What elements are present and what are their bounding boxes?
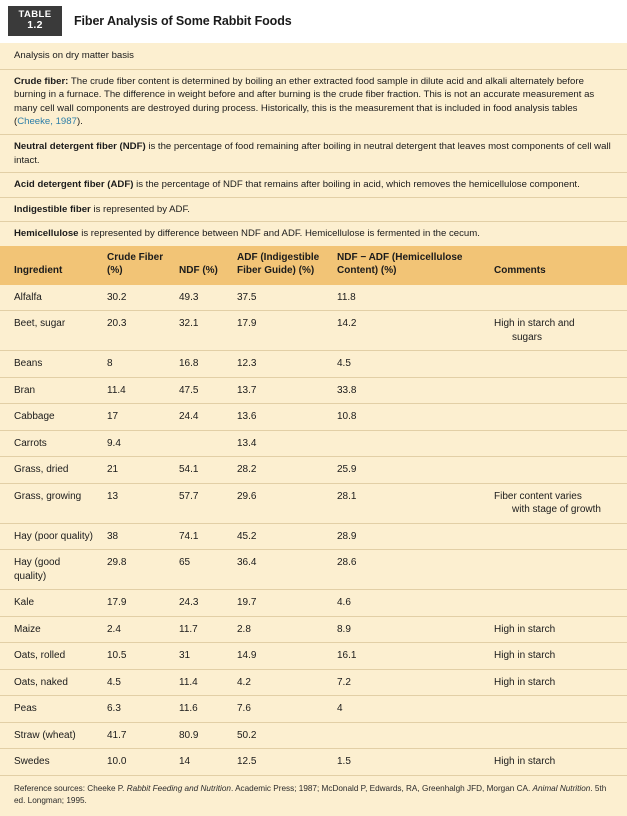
note-lead: Indigestible fiber xyxy=(14,203,91,215)
table-title: Fiber Analysis of Some Rabbit Foods xyxy=(74,14,292,28)
table-badge-number: 1.2 xyxy=(27,18,43,31)
comment-line-2: with stage of growth xyxy=(512,504,601,516)
note-text-after: ). xyxy=(76,116,83,128)
cell-ingredient: Beet, sugar xyxy=(0,311,101,351)
column-header-adf: ADF (Indigestible Fiber Guide) (%) xyxy=(231,246,331,285)
cell-crude-fiber: 13 xyxy=(101,483,173,523)
comment-line-2: sugars xyxy=(512,331,543,343)
note-neutral-detergent-fiber xyxy=(0,135,627,173)
table-row xyxy=(0,523,627,550)
note-lead: Neutral detergent fiber (NDF) xyxy=(14,141,146,153)
table-notes xyxy=(0,42,627,246)
cell-crude-fiber: 41.7 xyxy=(101,722,173,749)
cell-adf: 12.3 xyxy=(231,351,331,378)
table-row xyxy=(0,311,627,351)
cell-comment: High in starch xyxy=(488,749,627,775)
cell-adf: 37.5 xyxy=(231,285,331,311)
note-lead: Hemicellulose xyxy=(14,228,79,240)
cell-adf: 45.2 xyxy=(231,523,331,550)
column-header-crude-fiber: Crude Fiber (%) xyxy=(101,246,173,285)
table-row xyxy=(0,404,627,431)
cell-ingredient: Straw (wheat) xyxy=(0,722,101,749)
cell-hemicellulose: 28.6 xyxy=(331,550,488,590)
cell-comment xyxy=(488,523,627,550)
table-badge-word: TABLE xyxy=(18,9,52,20)
table-header-row xyxy=(0,246,627,285)
cell-hemicellulose: 28.1 xyxy=(331,483,488,523)
cell-ingredient: Oats, naked xyxy=(0,669,101,696)
cell-ndf: 11.6 xyxy=(173,696,231,723)
note-text: The crude fiber content is determined by boiling an ether extracted food sample in dilute acid and alkali alternately before burning in a furnace. The difference in weight before and after burning is the crude fiber fraction. This is not an accurate measurement as many cell wall components are destroyed during process. Historically, this is the measurement that is included in food analysis tables ( xyxy=(14,75,595,128)
cell-comment xyxy=(488,696,627,723)
cell-ingredient: Maize xyxy=(0,616,101,643)
cell-adf: 14.9 xyxy=(231,643,331,670)
note-hemicellulose xyxy=(0,222,627,246)
table-row xyxy=(0,643,627,670)
note-dry-matter-basis xyxy=(0,43,627,70)
cell-ndf xyxy=(173,430,231,457)
cell-ndf: 11.7 xyxy=(173,616,231,643)
footnote-part-1: Cheeke P. xyxy=(87,783,127,793)
cell-adf: 36.4 xyxy=(231,550,331,590)
cell-ingredient: Peas xyxy=(0,696,101,723)
cell-ingredient: Carrots xyxy=(0,430,101,457)
table-header xyxy=(0,246,627,285)
cell-ingredient: Grass, growing xyxy=(0,483,101,523)
cell-comment xyxy=(488,351,627,378)
cell-ingredient: Hay (good quality) xyxy=(0,550,101,590)
cell-adf: 13.6 xyxy=(231,404,331,431)
cell-hemicellulose: 1.5 xyxy=(331,749,488,775)
table-title-bar xyxy=(0,0,627,42)
cell-adf: 13.4 xyxy=(231,430,331,457)
footnote-part-2: . Academic Press; 1987; McDonald P, Edwards, RA, Greenhalgh JFD, Morgan CA. xyxy=(230,783,533,793)
cell-adf: 4.2 xyxy=(231,669,331,696)
cell-ndf: 24.3 xyxy=(173,590,231,617)
cell-adf: 28.2 xyxy=(231,457,331,484)
cell-comment: High in starch xyxy=(488,669,627,696)
cell-comment xyxy=(488,404,627,431)
cell-hemicellulose: 4.6 xyxy=(331,590,488,617)
cell-crude-fiber: 4.5 xyxy=(101,669,173,696)
cell-comment xyxy=(488,457,627,484)
table-row xyxy=(0,550,627,590)
cell-comment xyxy=(488,377,627,404)
cell-adf: 7.6 xyxy=(231,696,331,723)
column-header-comments: Comments xyxy=(488,246,627,285)
note-lead: Crude fiber: xyxy=(14,75,69,87)
cell-hemicellulose: 4.5 xyxy=(331,351,488,378)
cell-ingredient: Kale xyxy=(0,590,101,617)
cell-crude-fiber: 17 xyxy=(101,404,173,431)
cell-ingredient: Oats, rolled xyxy=(0,643,101,670)
table-row xyxy=(0,457,627,484)
table-row xyxy=(0,749,627,775)
note-crude-fiber xyxy=(0,70,627,135)
cell-adf: 17.9 xyxy=(231,311,331,351)
cell-hemicellulose: 25.9 xyxy=(331,457,488,484)
cell-crude-fiber: 10.5 xyxy=(101,643,173,670)
cell-crude-fiber: 29.8 xyxy=(101,550,173,590)
column-header-ingredient: Ingredient xyxy=(0,246,101,285)
cell-adf: 29.6 xyxy=(231,483,331,523)
table-row xyxy=(0,483,627,523)
cell-comment xyxy=(488,285,627,311)
table-body xyxy=(0,285,627,775)
cell-ndf: 54.1 xyxy=(173,457,231,484)
cell-adf: 19.7 xyxy=(231,590,331,617)
table-row xyxy=(0,285,627,311)
fiber-analysis-table xyxy=(0,246,627,775)
note-text: Analysis on dry matter basis xyxy=(14,50,134,61)
citation-link-cheeke-1987[interactable]: Cheeke, 1987 xyxy=(17,116,77,128)
note-text: is represented by ADF. xyxy=(90,203,190,215)
footnote-italic-title-2: Animal Nutrition xyxy=(532,783,591,793)
cell-crude-fiber: 2.4 xyxy=(101,616,173,643)
cell-ingredient: Cabbage xyxy=(0,404,101,431)
cell-hemicellulose: 11.8 xyxy=(331,285,488,311)
table-row xyxy=(0,377,627,404)
footnote-part-3: . 5th ed. Longman; 1995. xyxy=(14,783,607,805)
cell-ndf: 57.7 xyxy=(173,483,231,523)
cell-ndf: 49.3 xyxy=(173,285,231,311)
cell-crude-fiber: 20.3 xyxy=(101,311,173,351)
cell-ndf: 14 xyxy=(173,749,231,775)
cell-comment xyxy=(488,483,627,523)
footnote-label: Reference sources: xyxy=(14,783,88,793)
cell-comment xyxy=(488,590,627,617)
cell-comment xyxy=(488,311,627,351)
table-footnote xyxy=(0,775,627,816)
cell-crude-fiber: 6.3 xyxy=(101,696,173,723)
cell-adf: 2.8 xyxy=(231,616,331,643)
cell-ingredient: Bran xyxy=(0,377,101,404)
cell-ndf: 65 xyxy=(173,550,231,590)
cell-ndf: 31 xyxy=(173,643,231,670)
column-header-ndf: NDF (%) xyxy=(173,246,231,285)
cell-comment: High in starch xyxy=(488,616,627,643)
note-text: is the percentage of food remaining after boiling in neutral detergent that leaves most components of cell wall intact. xyxy=(14,141,611,166)
cell-crude-fiber: 21 xyxy=(101,457,173,484)
cell-comment xyxy=(488,430,627,457)
cell-hemicellulose xyxy=(331,722,488,749)
cell-ndf: 74.1 xyxy=(173,523,231,550)
footnote-italic-title-1: Rabbit Feeding and Nutrition xyxy=(126,783,231,793)
cell-ndf: 16.8 xyxy=(173,351,231,378)
cell-adf: 50.2 xyxy=(231,722,331,749)
table-row xyxy=(0,430,627,457)
cell-comment xyxy=(488,550,627,590)
table-row xyxy=(0,669,627,696)
cell-ingredient: Beans xyxy=(0,351,101,378)
cell-hemicellulose: 4 xyxy=(331,696,488,723)
table-number-badge xyxy=(8,6,62,36)
cell-hemicellulose: 16.1 xyxy=(331,643,488,670)
cell-ndf: 80.9 xyxy=(173,722,231,749)
table-row xyxy=(0,590,627,617)
column-header-hemicellulose: NDF − ADF (Hemicellulose Content) (%) xyxy=(331,246,488,285)
cell-adf: 13.7 xyxy=(231,377,331,404)
cell-crude-fiber: 30.2 xyxy=(101,285,173,311)
cell-ndf: 11.4 xyxy=(173,669,231,696)
cell-hemicellulose: 28.9 xyxy=(331,523,488,550)
cell-hemicellulose: 10.8 xyxy=(331,404,488,431)
cell-comment xyxy=(488,722,627,749)
note-lead: Acid detergent fiber (ADF) xyxy=(14,179,134,191)
cell-ingredient: Swedes xyxy=(0,749,101,775)
cell-crude-fiber: 38 xyxy=(101,523,173,550)
cell-adf: 12.5 xyxy=(231,749,331,775)
cell-crude-fiber: 10.0 xyxy=(101,749,173,775)
cell-hemicellulose: 8.9 xyxy=(331,616,488,643)
cell-crude-fiber: 17.9 xyxy=(101,590,173,617)
comment-line-1: Fiber content varies xyxy=(494,490,582,502)
table-row xyxy=(0,616,627,643)
note-acid-detergent-fiber xyxy=(0,173,627,198)
note-text: is the percentage of NDF that remains after boiling in acid, which removes the hemicellulose component. xyxy=(133,179,580,191)
table-row xyxy=(0,722,627,749)
cell-hemicellulose xyxy=(331,430,488,457)
cell-crude-fiber: 11.4 xyxy=(101,377,173,404)
cell-ingredient: Alfalfa xyxy=(0,285,101,311)
cell-ndf: 24.4 xyxy=(173,404,231,431)
cell-ingredient: Grass, dried xyxy=(0,457,101,484)
cell-crude-fiber: 8 xyxy=(101,351,173,378)
comment-line-1: High in starch and xyxy=(494,318,575,330)
table-row xyxy=(0,696,627,723)
table-row xyxy=(0,351,627,378)
cell-ingredient: Hay (poor quality) xyxy=(0,523,101,550)
cell-ndf: 47.5 xyxy=(173,377,231,404)
note-indigestible-fiber xyxy=(0,198,627,223)
cell-hemicellulose: 33.8 xyxy=(331,377,488,404)
note-text: is represented by difference between NDF and ADF. Hemicellulose is fermented in the cecum. xyxy=(78,228,480,240)
cell-crude-fiber: 9.4 xyxy=(101,430,173,457)
cell-hemicellulose: 7.2 xyxy=(331,669,488,696)
cell-comment: High in starch xyxy=(488,643,627,670)
cell-ndf: 32.1 xyxy=(173,311,231,351)
cell-hemicellulose: 14.2 xyxy=(331,311,488,351)
